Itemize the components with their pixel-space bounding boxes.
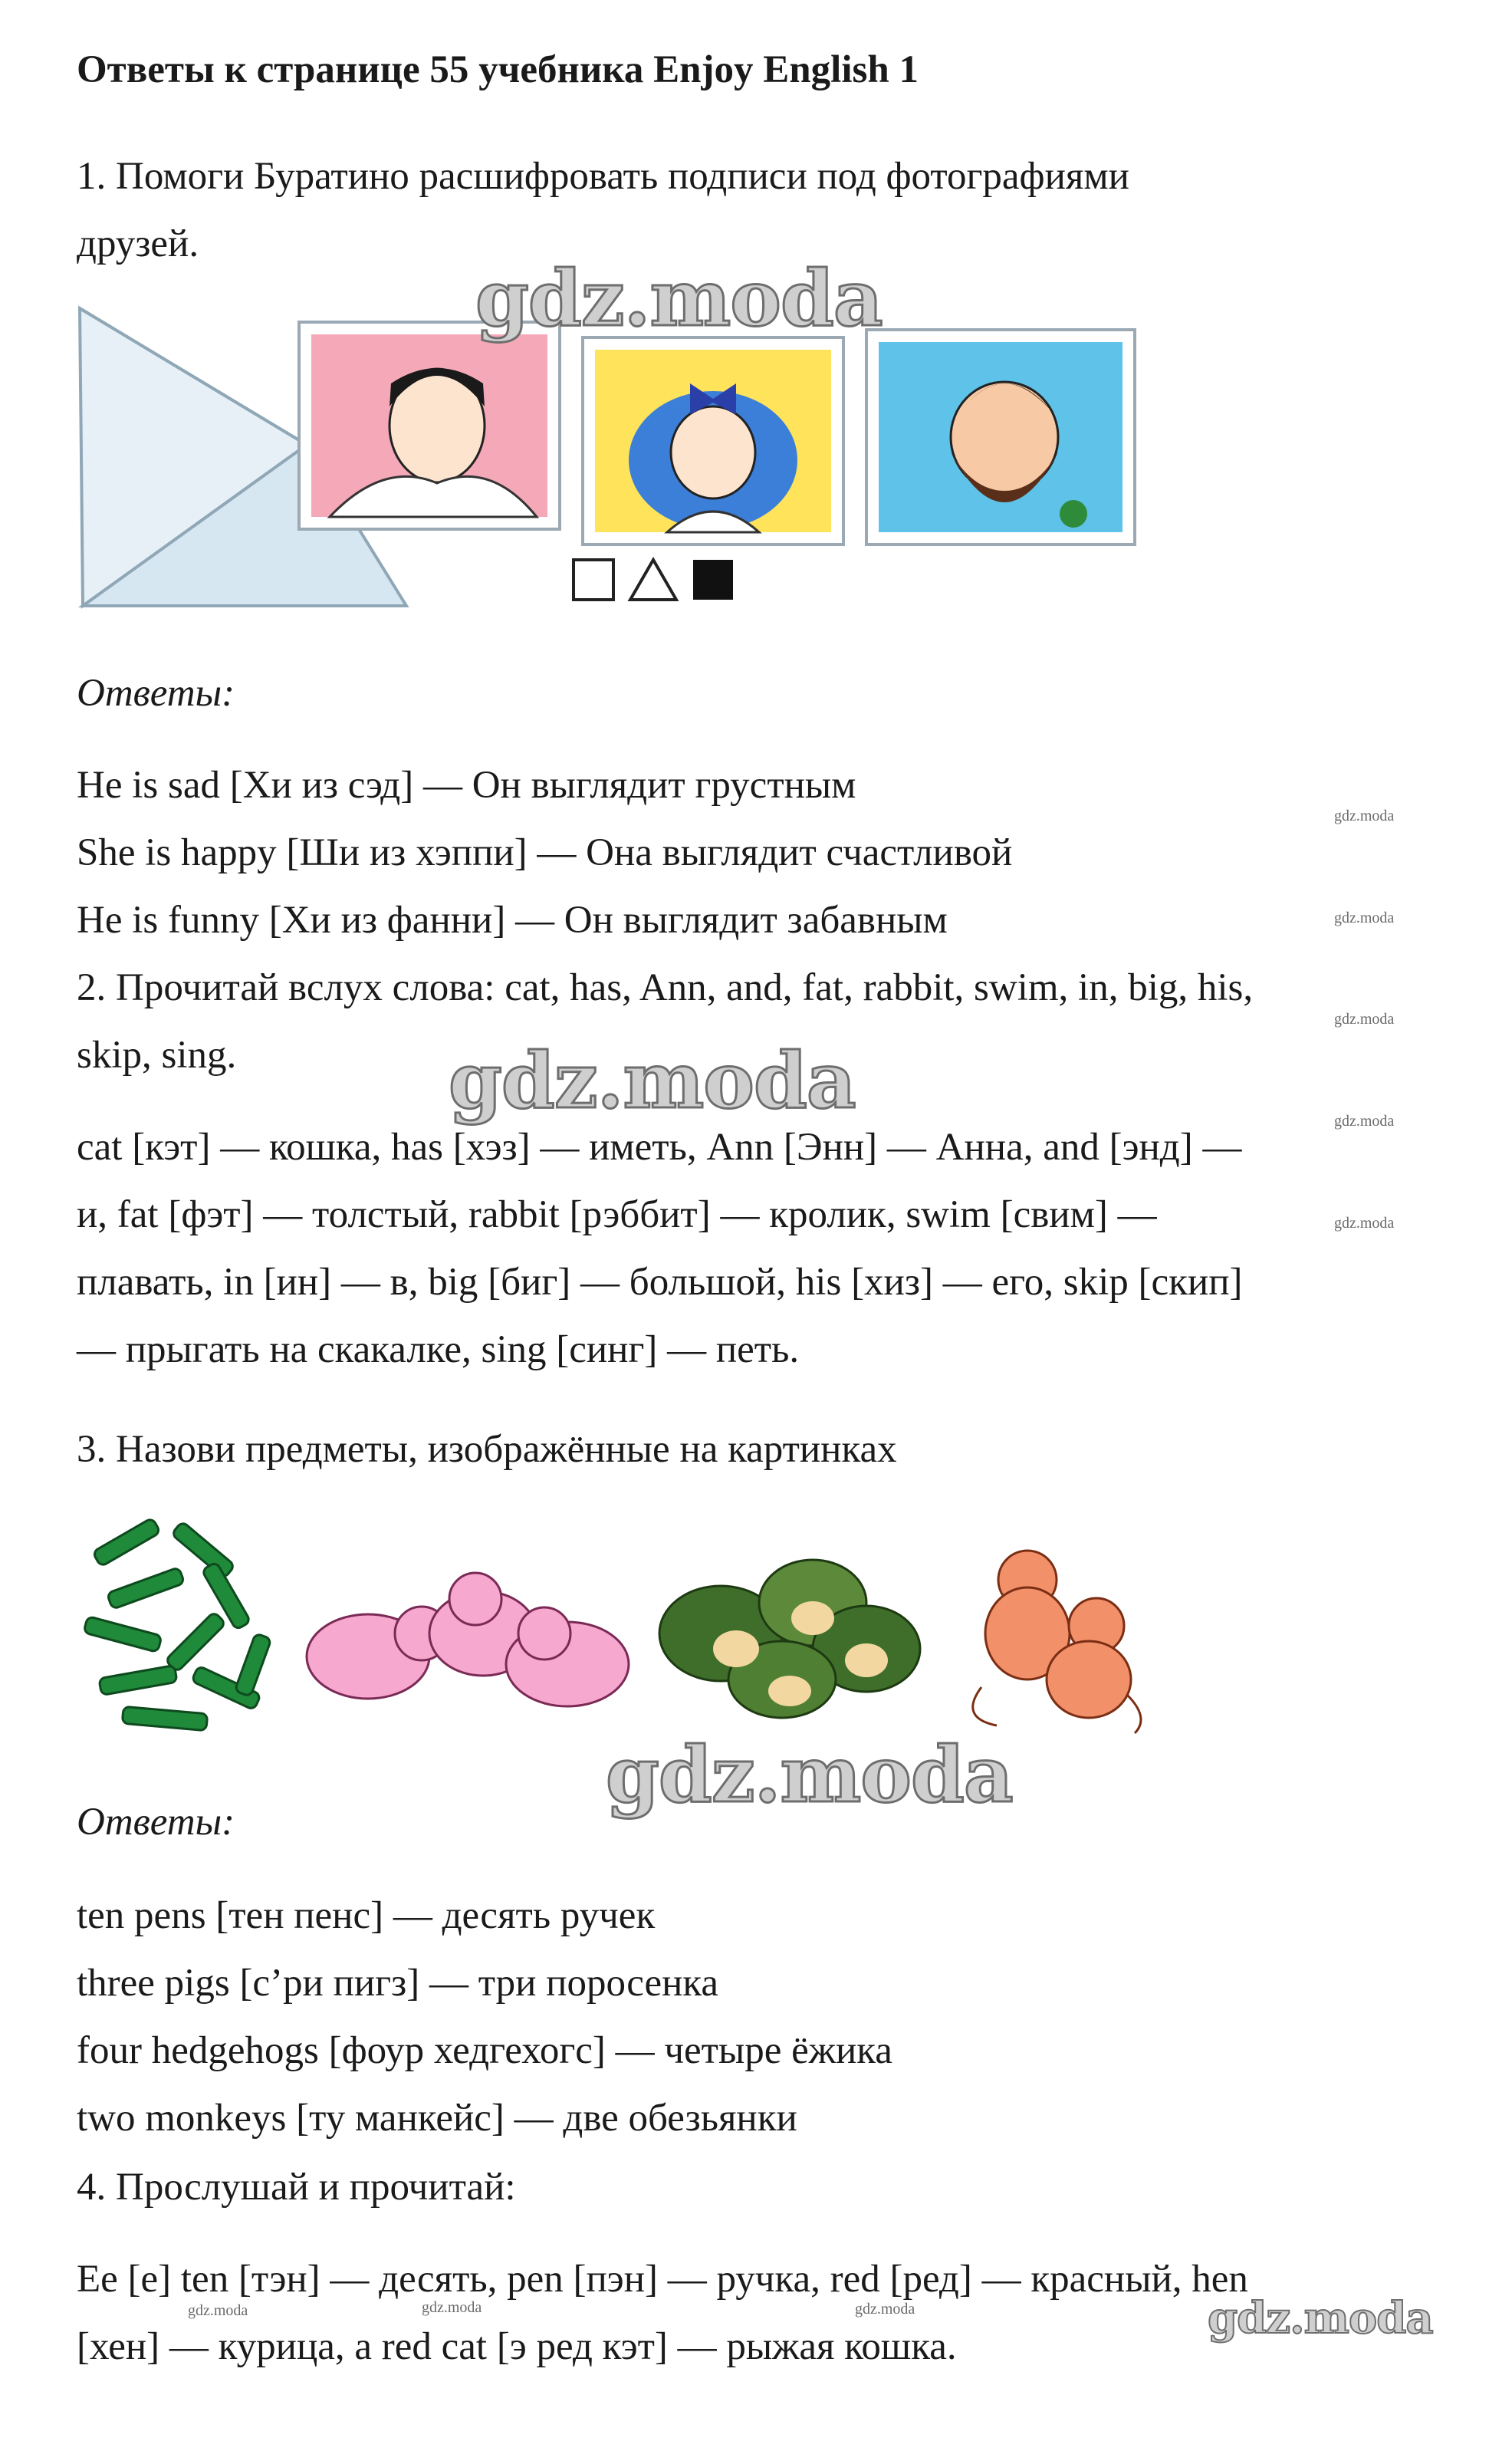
list-item: four hedgehogs [фоур хедгехогс] — четыре ёжика [77, 2029, 892, 2072]
watermark-large-1: gdz.moda [475, 253, 883, 344]
photo-happy-girl [583, 337, 843, 544]
watermark-small: gdz.moda [422, 2299, 482, 2316]
list-item: — прыгать на скакалке, sing [синг] — петь. [77, 1328, 800, 1371]
pigs-image [307, 1573, 629, 1706]
task3-answers [77, 1882, 892, 2152]
shape-symbols [574, 560, 733, 600]
task3-answers-label: Ответы: [77, 1801, 235, 1844]
list-item: Ee [e] ten [тэн] — десять, pen [пэн] — ручка, red [ред] — красный, hen [77, 2258, 1248, 2301]
task1-answers-label: Ответы: [77, 672, 235, 715]
watermark-small: gdz.moda [1334, 1215, 1395, 1232]
watermark-large-3: gdz.moda [606, 1729, 1013, 1820]
task3-illustration [77, 1518, 1165, 1748]
task2-heading-line2: skip, sing. [77, 1034, 237, 1077]
task2-answers [77, 1114, 1243, 1383]
list-item: плавать, in [ин] — в, big [биг] — большой, his [хиз] — его, skip [скип] [77, 1261, 1243, 1304]
list-item: three pigs [с’ри пигз] — три поросенка [77, 1962, 719, 2005]
pens-image [84, 1518, 271, 1731]
task4-heading: 4. Прослушай и прочитай: [77, 2166, 516, 2209]
photo-funny-man [866, 330, 1135, 544]
task2-heading-line1: 2. Прочитай вслух слова: cat, has, Ann, and, fat, rabbit, swim, in, big, his, [77, 966, 1254, 1009]
list-item: ten pens [тен пенс] — десять ручек [77, 1894, 656, 1937]
watermark-large-4: gdz.moda [1208, 2293, 1433, 2344]
photo-sad-boy [299, 322, 560, 529]
watermark-large-2: gdz.moda [449, 1035, 856, 1126]
hedgehogs-image [659, 1560, 920, 1718]
list-item: He is sad [Хи из сэд] — Он выглядит грустным [77, 764, 856, 807]
watermark-small: gdz.moda [1334, 1113, 1395, 1130]
list-item: и, fat [фэт] — толстый, rabbit [рэббит] — кролик, swim [свим] — [77, 1193, 1157, 1236]
task1-heading-line2: друзей. [77, 222, 199, 265]
list-item: cat [кэт] — кошка, has [хэз] — иметь, Ann [Энн] — Анна, and [энд] — [77, 1126, 1242, 1169]
task1-illustration [77, 299, 1165, 621]
watermark-small: gdz.moda [855, 2301, 915, 2318]
list-item: He is funny [Хи из фанни] — Он выглядит забавным [77, 899, 948, 942]
task4-lines [77, 2245, 1248, 2380]
watermark-small: gdz.moda [1334, 910, 1395, 926]
watermark-small: gdz.moda [1334, 808, 1395, 824]
list-item: two monkeys [ту манкейс] — две обезьянки [77, 2097, 797, 2140]
watermark-small: gdz.moda [188, 2302, 248, 2319]
watermark-small: gdz.moda [1334, 1011, 1395, 1028]
task1-answers [77, 752, 1012, 954]
page-title: Ответы к странице 55 учебника Enjoy English 1 [77, 48, 919, 91]
list-item: She is happy [Ши из хэппи] — Она выглядит счастливой [77, 831, 1013, 874]
task1-heading-line1: 1. Помоги Буратино расшифровать подписи под фотографиями [77, 155, 1129, 198]
monkeys-image [973, 1551, 1141, 1733]
list-item: [хен] — курица, a red cat [э ред кэт] — рыжая кошка. [77, 2325, 957, 2368]
task3-heading: 3. Назови предметы, изображённые на картинках [77, 1428, 897, 1471]
